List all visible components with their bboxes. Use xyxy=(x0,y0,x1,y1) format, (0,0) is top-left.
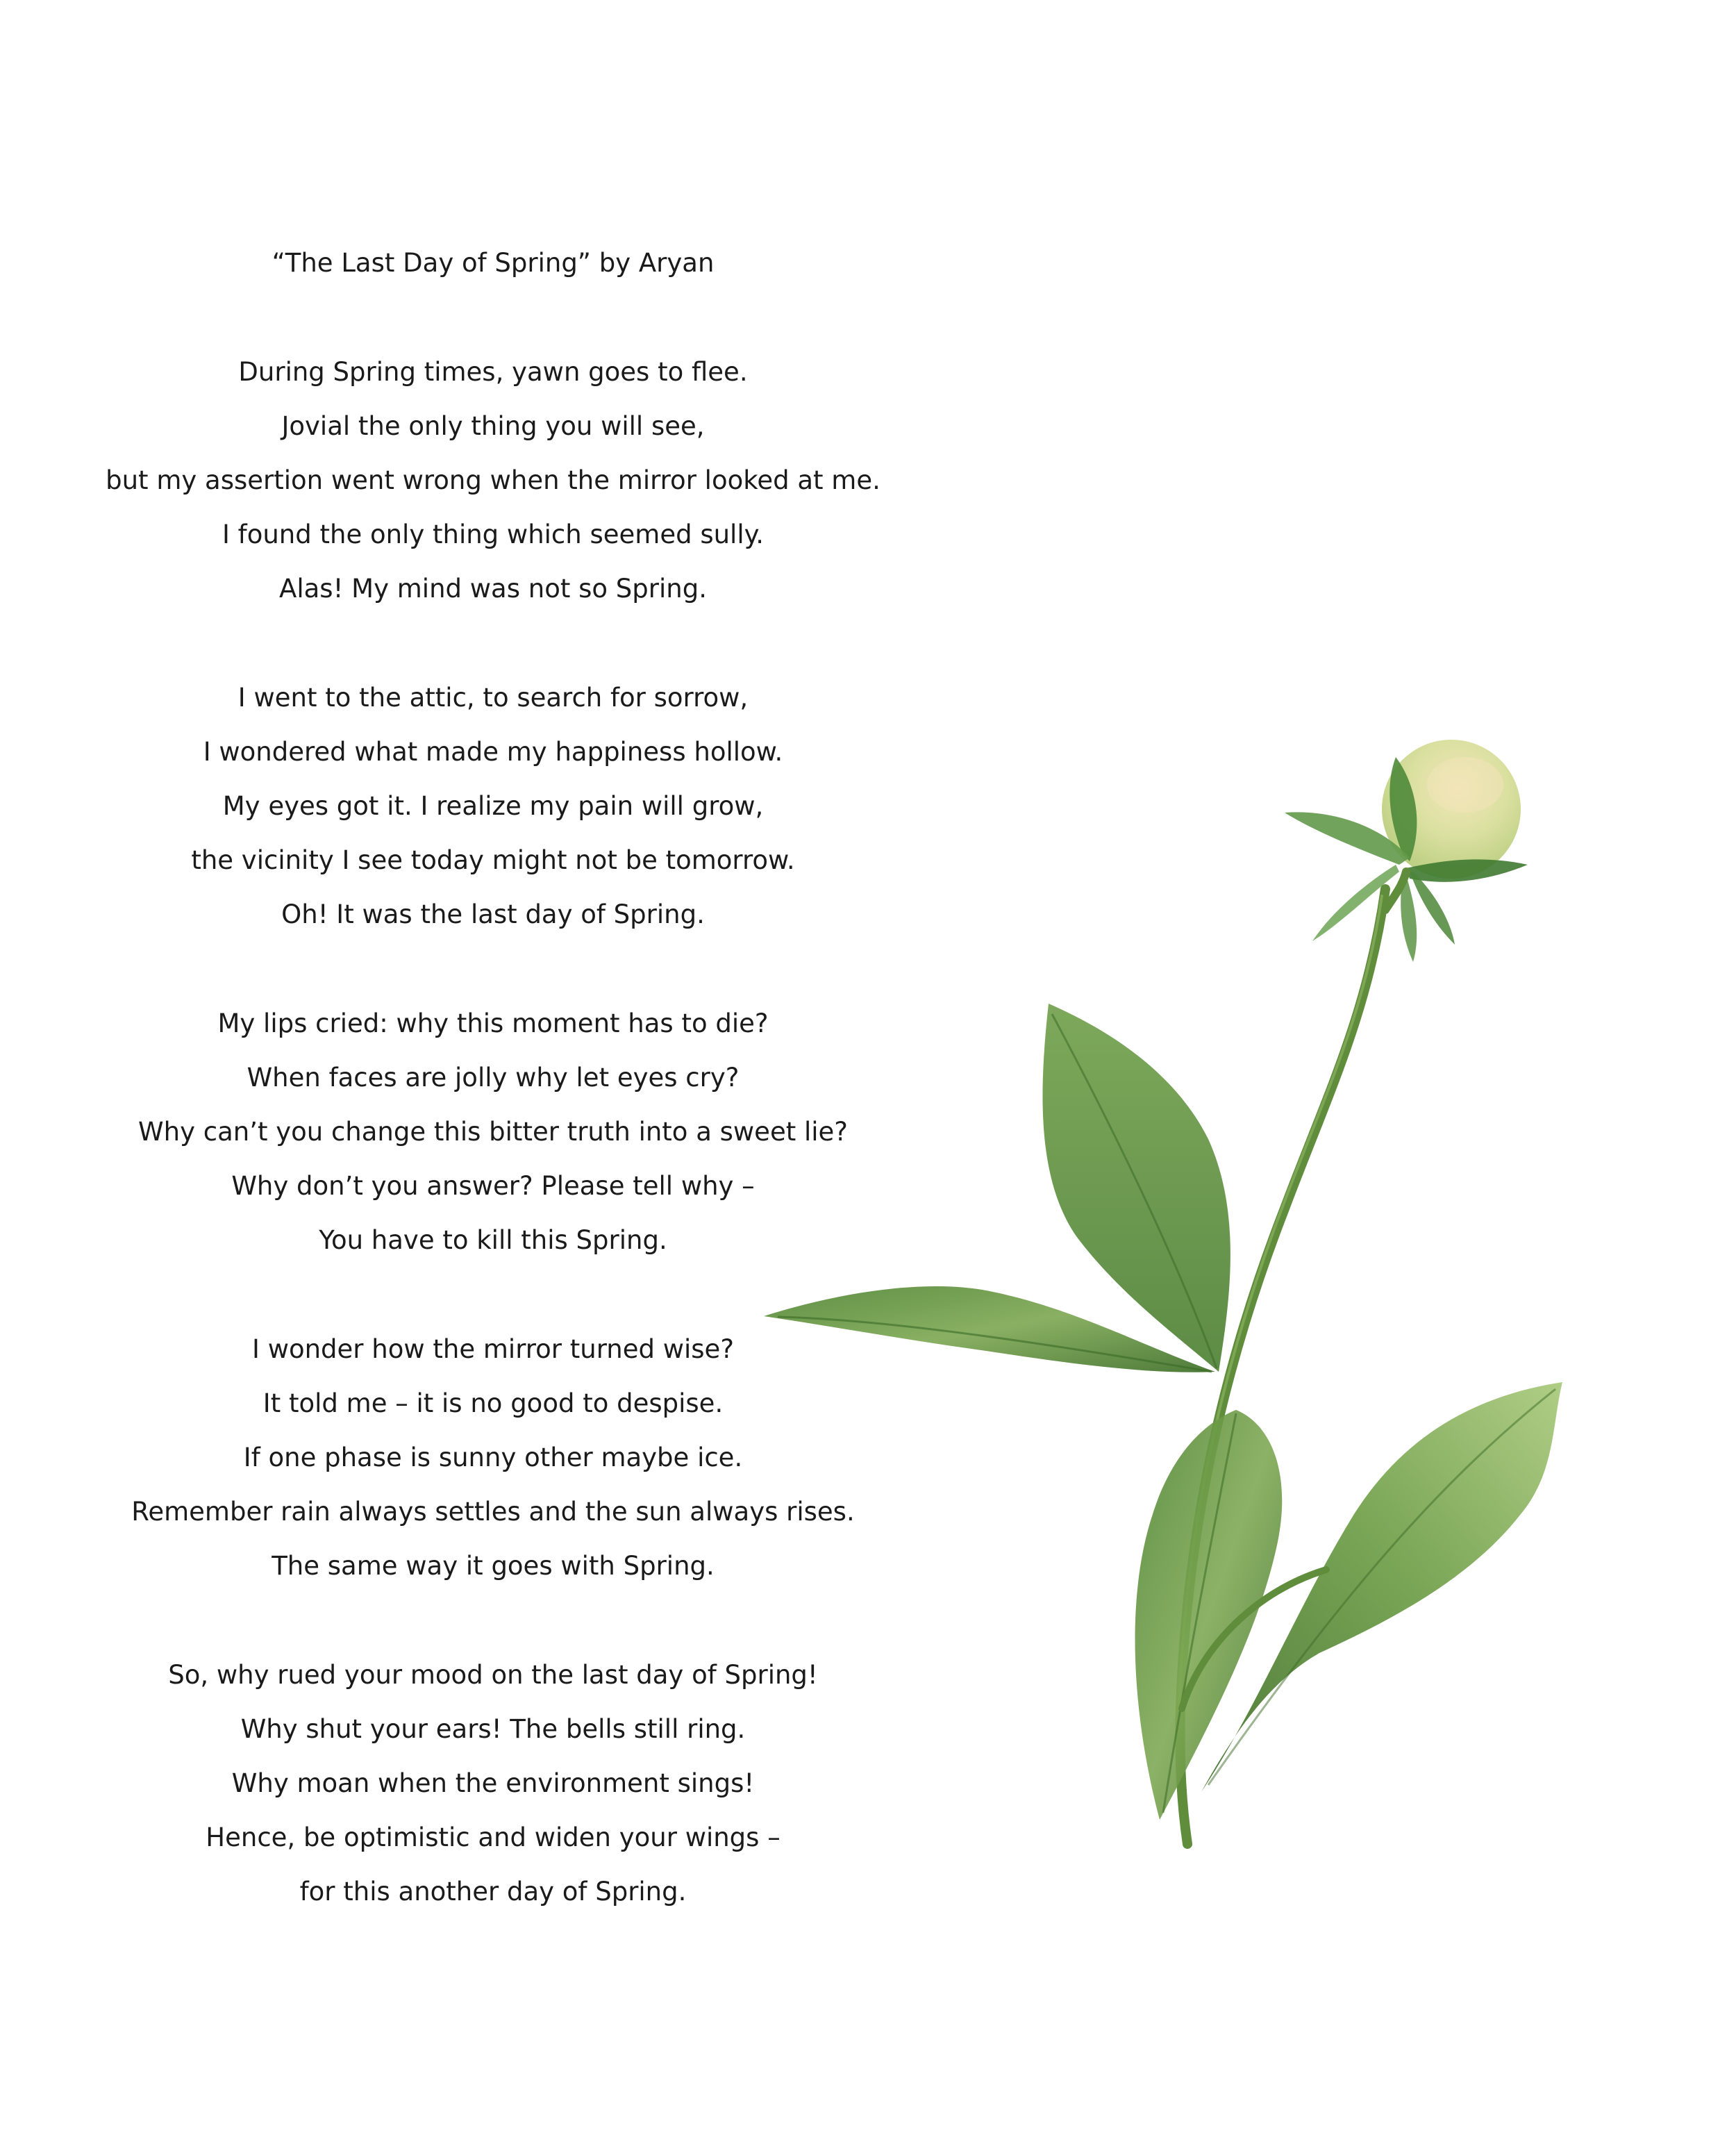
stanza-1 xyxy=(76,345,910,616)
poem-line: When faces are jolly why let eyes cry? xyxy=(247,1063,740,1093)
poem-line: Alas! My mind was not so Spring. xyxy=(279,574,707,604)
poem-line: You have to kill this Spring. xyxy=(319,1225,667,1255)
poem-line: but my assertion went wrong when the mirror looked at me. xyxy=(106,465,880,495)
poem-line: The same way it goes with Spring. xyxy=(272,1551,715,1581)
poem-line: Jovial the only thing you will see, xyxy=(281,411,705,441)
watercolor-flower-bud-icon xyxy=(757,722,1576,1903)
poem-line: the vicinity I see today might not be tomorrow. xyxy=(191,845,795,875)
poem-line: I wondered what made my happiness hollow. xyxy=(203,737,783,767)
poem-line: for this another day of Spring. xyxy=(299,1877,687,1907)
poem-line: Hence, be optimistic and widen your wings – xyxy=(206,1822,781,1852)
poem-title: “The Last Day of Spring” by Aryan xyxy=(272,248,715,278)
poem-line: I went to the attic, to search for sorrow, xyxy=(237,683,749,713)
poem-line: So, why rued your mood on the last day of Spring! xyxy=(168,1660,818,1690)
poem-line: Remember rain always settles and the sun always rises. xyxy=(131,1497,855,1527)
poem-line: Why can’t you change this bitter truth into a sweet lie? xyxy=(138,1117,848,1147)
poem-line: Why moan when the environment sings! xyxy=(231,1768,755,1798)
leaf-lower-left xyxy=(1135,1410,1283,1820)
poem-line: If one phase is sunny other maybe ice. xyxy=(243,1443,743,1472)
poem-line: My eyes got it. I realize my pain will grow, xyxy=(222,791,764,821)
poem-line: Why don’t you answer? Please tell why – xyxy=(231,1171,755,1201)
flower-illustration xyxy=(757,722,1576,1903)
poem-line: I found the only thing which seemed sully. xyxy=(222,520,764,549)
poem-line: Oh! It was the last day of Spring. xyxy=(281,899,705,929)
poem-line: During Spring times, yawn goes to flee. xyxy=(238,357,748,387)
poem-line: Why shut your ears! The bells still ring. xyxy=(240,1714,746,1744)
poem-line: I wonder how the mirror turned wise? xyxy=(252,1334,734,1364)
poem-line: My lips cried: why this moment has to die? xyxy=(217,1008,769,1038)
poem-line: It told me – it is no good to despise. xyxy=(262,1388,724,1418)
